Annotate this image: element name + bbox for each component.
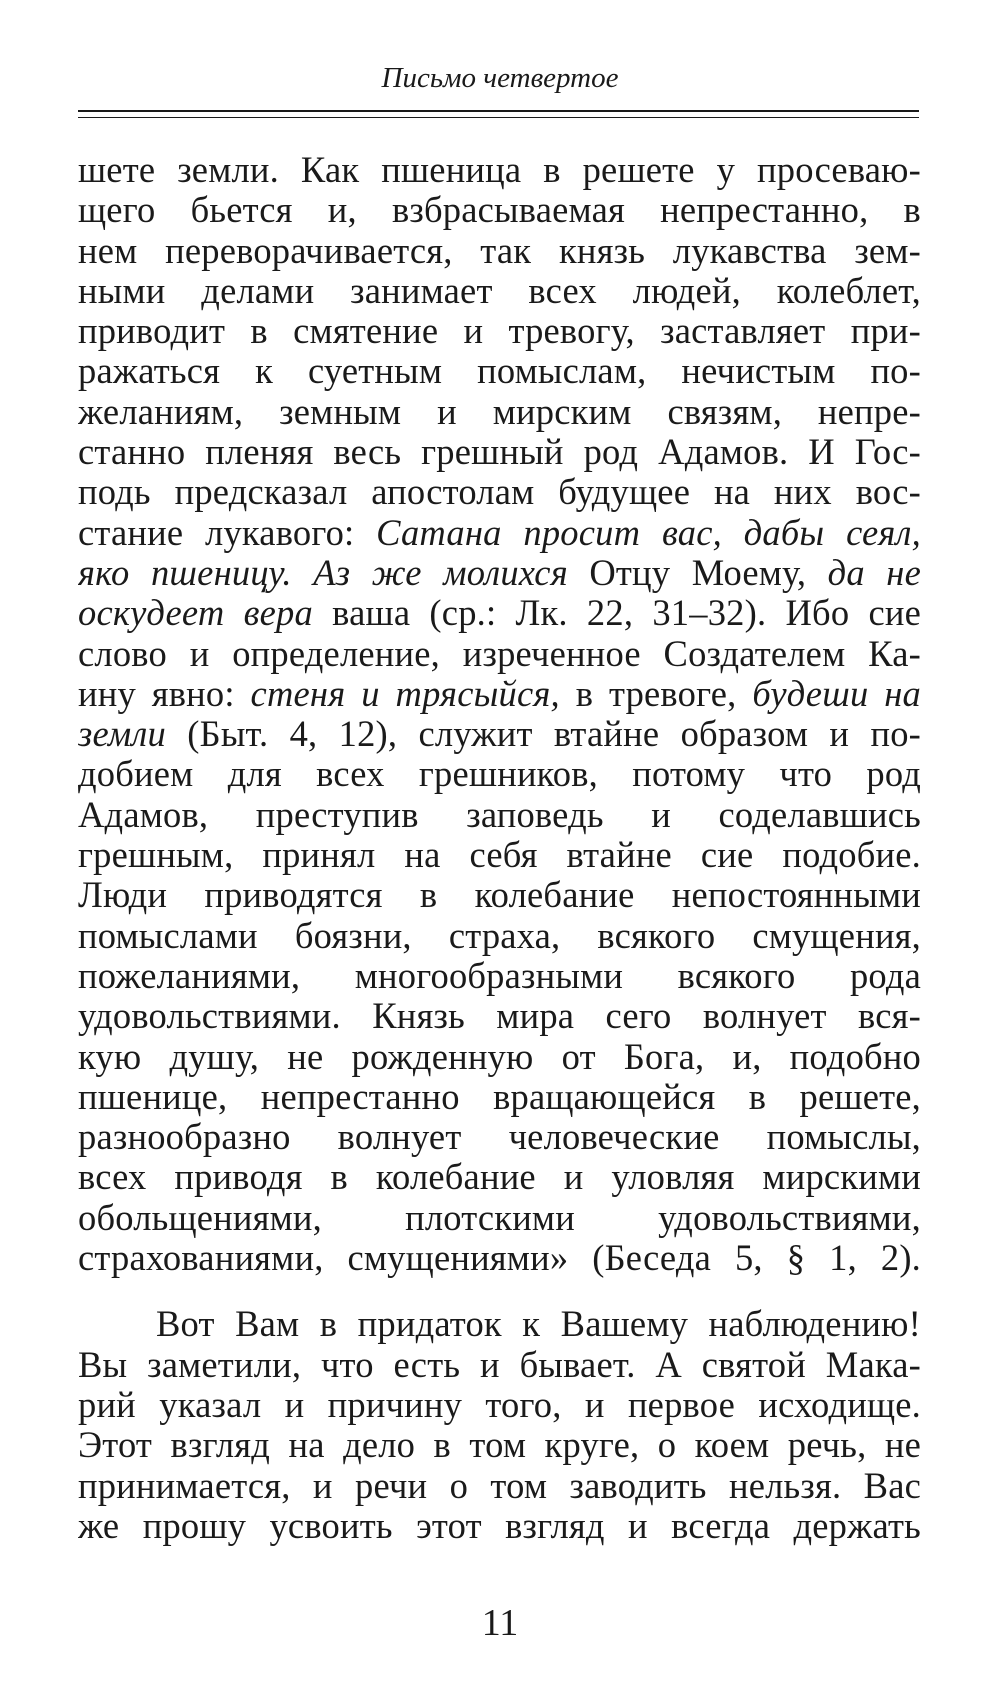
text-run: приводит в смятение и тревогу, заставляет при-: [78, 311, 921, 352]
text-run: Этот взгляд на дело в том круге, о коем речь, не: [78, 1425, 921, 1466]
text-line: [78, 1077, 921, 1117]
italic-quote: будеши на: [752, 673, 921, 714]
text-run: разнообразно волнует человеческие помыслы,: [78, 1117, 921, 1158]
text-line: [78, 150, 921, 190]
text-line: [78, 190, 921, 230]
text-run: рий указал и причину того, и первое исходище.: [78, 1384, 921, 1425]
text-run: щего бьется и, взбрасываемая непрестанно, в: [78, 190, 921, 231]
text-run: пожеланиями, многообразными всякого рода: [78, 955, 921, 996]
text-line: [78, 553, 921, 593]
text-line: [78, 1037, 921, 1077]
italic-quote: стеня и трясыйся,: [250, 673, 560, 714]
italic-quote: оскудеет вера: [78, 593, 313, 634]
text-line: [78, 1157, 921, 1197]
italic-quote: да не: [827, 552, 921, 593]
paragraph-2: [78, 1304, 921, 1546]
text-line: [78, 996, 921, 1036]
text-line: [78, 1198, 921, 1238]
text-line: [78, 714, 921, 754]
text-line: [78, 1117, 921, 1157]
text-run: Люди приводятся в колебание непостоянными: [78, 875, 921, 916]
text-line: [78, 674, 921, 714]
text-run: слово и определение, изреченное Создателем Ка-: [78, 633, 921, 674]
text-run: кую душу, не рожденную от Бога, и, подобно: [78, 1036, 921, 1077]
text-run: подь предсказал апостолам будущее на них вос-: [78, 472, 921, 513]
text-line: [78, 271, 921, 311]
text-run: станно пленяя весь грешный род Адамов. И Гос-: [78, 432, 921, 473]
text-line: [78, 795, 921, 835]
text-run: ваша (ср.: Лк. 22, 31–32). Ибо сие: [312, 593, 921, 634]
text-line: [78, 1385, 921, 1425]
text-line: [78, 1345, 921, 1385]
text-line: [78, 593, 921, 633]
header-rule-thin: [78, 117, 919, 118]
text-line: [78, 875, 921, 915]
text-run: ражаться к суетным помыслам, нечистым по-: [78, 351, 921, 392]
text-line: [78, 432, 921, 472]
text-line: [78, 231, 921, 271]
text-run: помыслами боязни, страха, всякого смущения,: [78, 915, 921, 956]
text-line: [78, 1238, 921, 1278]
text-run: страхованиями, смущениями» (Беседа 5, § 1, 2).: [78, 1238, 921, 1279]
page-number: 11: [481, 1602, 519, 1644]
text-line: [78, 311, 921, 351]
italic-quote: Сатана просит вас, дабы сеял,: [376, 512, 921, 553]
text-line: [78, 472, 921, 512]
paragraph-gap: [78, 1278, 921, 1304]
text-run: всех приводя в колебание и уловляя мирскими: [78, 1157, 921, 1198]
header-rule-thick: [78, 110, 919, 112]
paragraph-1: [78, 150, 921, 1278]
text-run: Вы заметили, что есть и бывает. А святой Мака-: [78, 1344, 921, 1385]
body-text: [78, 150, 921, 1546]
text-run: Адамов, преступив заповедь и соделавшись: [78, 794, 921, 835]
text-run: в тревоге,: [559, 673, 753, 714]
text-line: [78, 634, 921, 674]
text-line: [78, 392, 921, 432]
running-head: Письмо четвертое: [381, 62, 619, 94]
text-line: [78, 835, 921, 875]
text-run: грешным, принял на себя втайне сие подобие.: [78, 835, 921, 876]
text-line: [78, 351, 921, 391]
text-run: ными делами занимает всех людей, колеблет,: [78, 270, 921, 311]
text-run: же прошу усвоить этот взгляд и всегда держать: [78, 1505, 921, 1546]
italic-quote: яко пшеницу. Аз же молихся: [78, 552, 568, 593]
text-line: [78, 754, 921, 794]
text-line: [78, 1304, 921, 1344]
text-run: принимается, и речи о том заводить нельзя. Вас: [78, 1465, 921, 1506]
text-run: ину явно:: [78, 673, 251, 714]
text-run: обольщениями, плотскими удовольствиями,: [78, 1197, 921, 1238]
text-run: (Быт. 4, 12), служит втайне образом и по-: [166, 714, 921, 755]
text-run: желаниям, земным и мирским связям, непре-: [78, 391, 921, 432]
text-line: [78, 956, 921, 996]
text-run: стание лукавого:: [78, 512, 377, 553]
text-run: нем переворачивается, так князь лукавства зем-: [78, 230, 921, 271]
text-line: [78, 1466, 921, 1506]
text-line: [78, 1506, 921, 1546]
text-run: удовольствиями. Князь мира сего волнует вся-: [78, 996, 921, 1037]
text-run: добием для всех грешников, потому что род: [78, 754, 921, 795]
text-run: шете земли. Как пшеница в решете у просеваю-: [78, 150, 921, 190]
text-run: Вот Вам в придаток к Вашему наблюдению!: [156, 1304, 921, 1345]
text-line: [78, 916, 921, 956]
text-line: [78, 513, 921, 553]
italic-quote: земли: [78, 714, 166, 755]
text-run: пшенице, непрестанно вращающейся в решете,: [78, 1076, 921, 1117]
text-run: Отцу Моему,: [567, 552, 828, 593]
text-line: [78, 1425, 921, 1465]
